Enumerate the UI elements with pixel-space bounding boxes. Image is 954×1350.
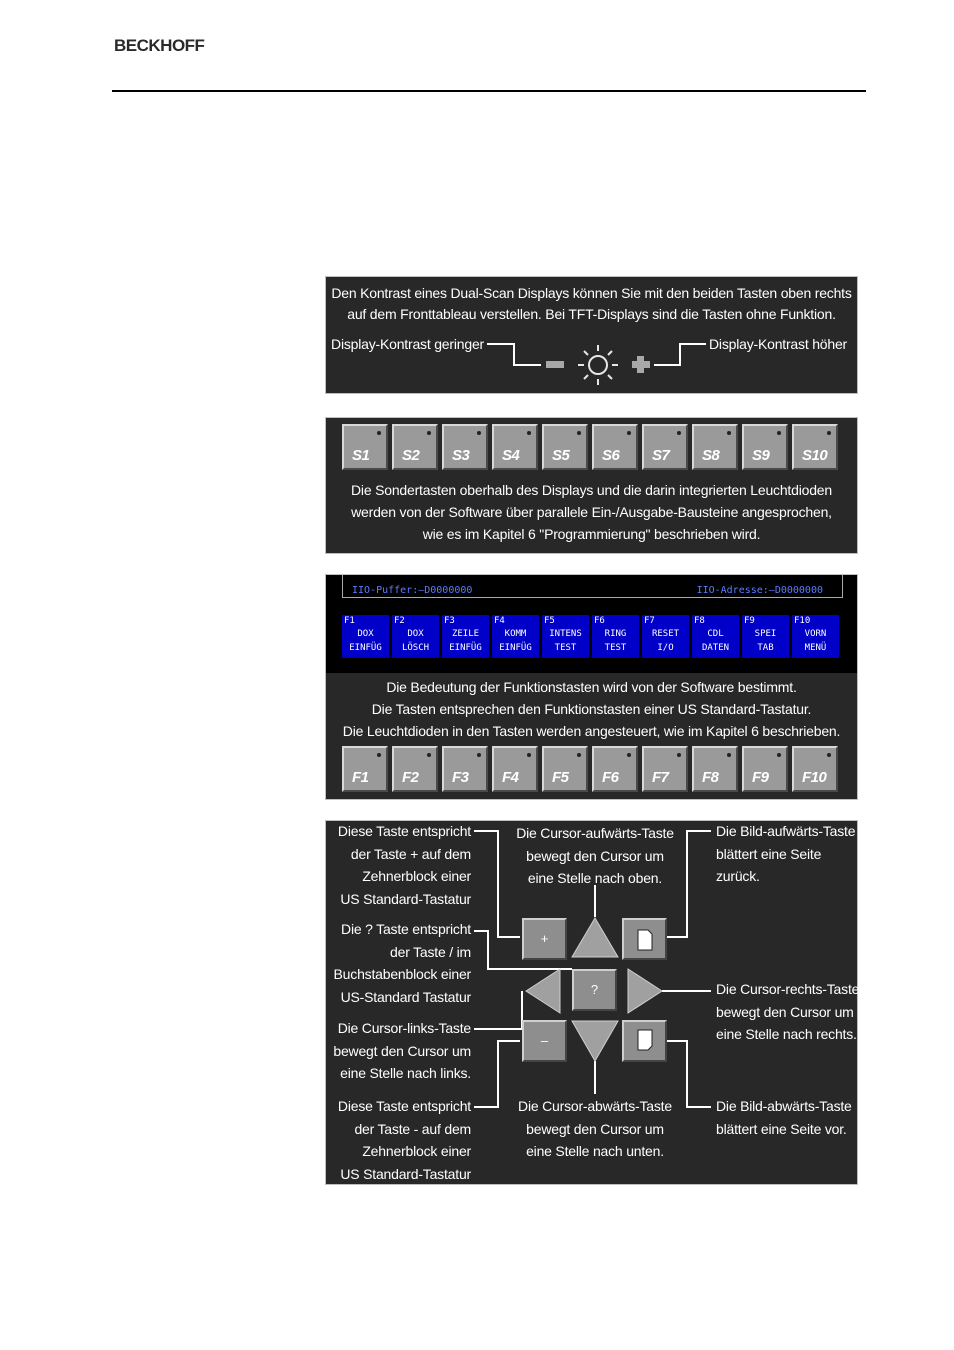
softkey-line1: RING xyxy=(604,629,627,639)
cursor-up-key xyxy=(572,918,618,957)
special-key-s3[interactable] xyxy=(442,424,488,470)
led-indicator xyxy=(477,431,481,435)
page-down-icon xyxy=(624,1022,665,1060)
plus-key[interactable]: + xyxy=(522,918,567,960)
function-key-label: F1 xyxy=(352,769,369,786)
pageup-desc-line: Die Bild-aufwärts-Taste xyxy=(716,823,856,839)
function-key-label: F4 xyxy=(502,769,519,786)
special-key-s8[interactable] xyxy=(692,424,738,470)
page-up-key[interactable] xyxy=(622,918,667,960)
led-indicator xyxy=(577,753,581,757)
pageup-desc-line: blättert eine Seite xyxy=(716,845,822,862)
down-desc-line: bewegt den Cursor um xyxy=(526,1120,664,1137)
softkey-number: F5 xyxy=(544,616,555,626)
up-desc-line: Die Cursor-aufwärts-Taste xyxy=(516,825,674,841)
plus-desc-line: US Standard-Tastatur xyxy=(340,890,471,907)
contrast-diagram xyxy=(326,277,859,395)
special-key-s1[interactable] xyxy=(342,424,388,470)
pagedown-desc-line: Die Bild-abwärts-Taste xyxy=(716,1098,852,1114)
minus-key[interactable]: – xyxy=(522,1020,567,1062)
function-text-line2: Die Tasten entsprechen den Funktionstasten einer US Standard-Tastatur. xyxy=(371,701,812,717)
softkey-bar xyxy=(342,615,839,658)
softkey-number: F6 xyxy=(594,616,605,626)
function-key-f8[interactable] xyxy=(692,746,738,792)
plus-desc-line: Zehnerblock einer xyxy=(362,868,471,884)
softkey-line1: DOX xyxy=(357,629,374,639)
softkey-f6 xyxy=(592,615,639,658)
special-key-label: S3 xyxy=(452,447,470,464)
softkey-f9 xyxy=(742,615,789,658)
special-key-label: S1 xyxy=(352,447,370,464)
contrast-minus-icon xyxy=(546,361,564,368)
softkey-line1: INTENS xyxy=(549,629,582,639)
led-indicator xyxy=(577,431,581,435)
io-address-readout: IIO-Adresse:—D0000000 xyxy=(696,585,823,596)
special-key-label: S2 xyxy=(402,447,420,464)
special-key-s7[interactable] xyxy=(642,424,688,470)
softkey-number: F9 xyxy=(744,616,755,626)
minus-desc-line: US Standard-Tastatur xyxy=(340,1165,471,1182)
function-key-label: F3 xyxy=(452,769,469,786)
softkey-line1: SPEI xyxy=(754,629,777,639)
function-text-line1: Die Bedeutung der Funktionstasten wird von der Software bestimmt. xyxy=(386,679,797,695)
softkey-number: F2 xyxy=(394,616,405,626)
softkey-line2: EINFÜG xyxy=(449,643,482,653)
softkey-f7 xyxy=(642,615,689,658)
led-indicator xyxy=(677,431,681,435)
question-desc-line: Die ? Taste entspricht xyxy=(341,921,471,937)
special-key-s4[interactable] xyxy=(492,424,538,470)
led-indicator xyxy=(427,431,431,435)
function-key-f4[interactable] xyxy=(492,746,538,792)
softkey-line2: MENÜ xyxy=(804,643,827,653)
question-key[interactable]: ? xyxy=(572,969,617,1011)
softkey-f8 xyxy=(692,615,739,658)
cursor-left-key xyxy=(526,969,560,1013)
minus-desc-line: Diese Taste entspricht xyxy=(337,1098,471,1114)
contrast-higher-label: Display-Kontrast höher xyxy=(709,336,847,352)
function-key-label: F9 xyxy=(752,769,769,786)
function-key-label: F10 xyxy=(802,769,827,786)
softkey-f10 xyxy=(792,615,839,658)
pageup-desc-line: zurück. xyxy=(716,868,760,884)
special-text-line3: wie es im Kapitel 6 "Programmierung" beschrieben wird. xyxy=(422,526,761,542)
cursor-right-key xyxy=(628,969,662,1013)
special-keys-panel xyxy=(325,417,858,554)
softkey-f5 xyxy=(542,615,589,658)
question-desc-line: US-Standard Tastatur xyxy=(340,988,471,1005)
softkey-line2: TEST xyxy=(554,643,577,653)
function-key-f2[interactable] xyxy=(392,746,438,792)
plus-desc-line: Diese Taste entspricht xyxy=(337,823,471,839)
down-desc-line: Die Cursor-abwärts-Taste xyxy=(518,1098,672,1114)
led-indicator xyxy=(727,431,731,435)
function-key-f3[interactable] xyxy=(442,746,488,792)
softkey-number: F4 xyxy=(494,616,505,626)
softkey-f1 xyxy=(342,615,389,658)
function-keys-row xyxy=(342,746,838,792)
function-keys-panel xyxy=(325,574,858,800)
led-indicator xyxy=(777,753,781,757)
softkey-line1: DOX xyxy=(407,629,424,639)
contrast-text-line1: Den Kontrast eines Dual-Scan Displays können Sie mit den beiden Tasten oben rechts xyxy=(331,285,852,301)
right-desc-line: eine Stelle nach rechts. xyxy=(716,1026,857,1042)
special-key-s10[interactable] xyxy=(792,424,838,470)
softkey-line1: KOMM xyxy=(504,629,527,639)
function-key-f5[interactable] xyxy=(542,746,588,792)
special-key-label: S9 xyxy=(752,447,770,464)
question-desc-line: der Taste / im xyxy=(390,943,471,960)
contrast-panel xyxy=(325,276,858,394)
led-indicator xyxy=(627,753,631,757)
contrast-text-line2: auf dem Fronttableau verstellen. Bei TFT-Displays sind die Tasten ohne Funktion. xyxy=(347,306,836,322)
brightness-sun-icon xyxy=(578,345,618,385)
special-key-label: S7 xyxy=(652,447,670,464)
cursor-down-key xyxy=(572,1021,618,1061)
page-down-key[interactable] xyxy=(622,1020,667,1062)
softkey-f2 xyxy=(392,615,439,658)
special-key-s5[interactable] xyxy=(542,424,588,470)
softkey-line2: TAB xyxy=(757,643,774,653)
down-desc-line: eine Stelle nach unten. xyxy=(526,1143,664,1159)
special-text-line2: werden von der Software über parallele Ein-/Ausgabe-Bausteine angesprochen, xyxy=(351,504,832,520)
right-desc-line: Die Cursor-rechts-Taste xyxy=(716,981,860,997)
left-desc-line: eine Stelle nach links. xyxy=(340,1065,471,1081)
function-key-f6[interactable] xyxy=(592,746,638,792)
left-desc-line: Die Cursor-links-Taste xyxy=(337,1020,471,1036)
led-indicator xyxy=(627,431,631,435)
contrast-lower-label: Display-Kontrast geringer xyxy=(331,336,484,352)
softkey-f4 xyxy=(492,615,539,658)
function-key-label: F2 xyxy=(402,769,419,786)
function-key-label: F6 xyxy=(602,769,619,786)
contrast-plus-icon xyxy=(632,356,650,373)
header-rule xyxy=(112,90,866,92)
question-desc-line: Buchstabenblock einer xyxy=(333,966,471,982)
special-key-label: S10 xyxy=(802,447,828,464)
softkey-number: F10 xyxy=(794,616,811,626)
softkey-line1: VORN xyxy=(804,629,827,639)
softkey-line1: RESET xyxy=(651,629,680,639)
special-text-line1: Die Sondertasten oberhalb des Displays und die darin integrierten Leuchtdioden xyxy=(351,482,832,498)
function-key-f9[interactable] xyxy=(742,746,788,792)
right-desc-line: bewegt den Cursor um xyxy=(716,1003,854,1020)
softkey-number: F7 xyxy=(644,616,655,626)
led-indicator xyxy=(477,753,481,757)
led-indicator xyxy=(427,753,431,757)
plus-desc-line: der Taste + auf dem xyxy=(350,845,471,862)
minus-desc-line: der Taste - auf dem xyxy=(354,1120,471,1137)
led-indicator xyxy=(377,753,381,757)
special-key-label: S4 xyxy=(502,447,520,464)
led-indicator xyxy=(827,753,831,757)
function-key-f10[interactable] xyxy=(792,746,838,792)
function-key-label: F7 xyxy=(652,769,669,786)
softkey-f3 xyxy=(442,615,489,658)
softkey-number: F8 xyxy=(694,616,705,626)
special-key-s2[interactable] xyxy=(392,424,438,470)
led-indicator xyxy=(827,431,831,435)
special-key-s9[interactable] xyxy=(742,424,788,470)
softkey-number: F1 xyxy=(344,616,355,626)
pagedown-desc-line: blättert eine Seite vor. xyxy=(716,1120,847,1137)
softkey-line2: EINFÜG xyxy=(499,643,532,653)
special-key-label: S5 xyxy=(552,447,570,464)
minus-desc-line: Zehnerblock einer xyxy=(362,1143,471,1159)
up-desc-line: bewegt den Cursor um xyxy=(526,847,664,864)
softkey-line1: ZEILE xyxy=(451,629,480,639)
left-desc-line: bewegt den Cursor um xyxy=(333,1042,471,1059)
softkey-number: F3 xyxy=(444,616,455,626)
function-text-line3: Die Leuchtdioden in den Tasten werden angesteuert, wie im Kapitel 6 beschrieben. xyxy=(342,723,841,739)
cursor-keys-panel xyxy=(325,820,858,1185)
softkey-line1: CDL xyxy=(707,629,724,639)
led-indicator xyxy=(677,753,681,757)
special-key-label: S6 xyxy=(602,447,620,464)
led-indicator xyxy=(727,753,731,757)
function-key-f1[interactable] xyxy=(342,746,388,792)
special-keys-row xyxy=(342,424,838,470)
io-buffer-readout: IIO-Puffer:—D0000000 xyxy=(352,585,473,596)
special-key-s6[interactable] xyxy=(592,424,638,470)
function-key-f7[interactable] xyxy=(642,746,688,792)
led-indicator xyxy=(527,431,531,435)
softkey-line2: TEST xyxy=(604,643,627,653)
function-key-label: F5 xyxy=(552,769,569,786)
function-key-label: F8 xyxy=(702,769,719,786)
special-key-label: S8 xyxy=(702,447,720,464)
softkey-line2: EINFÜG xyxy=(349,643,382,653)
softkey-line2: DATEN xyxy=(701,643,730,653)
softkey-line2: LÖSCH xyxy=(401,643,430,653)
page-up-icon xyxy=(624,920,665,958)
brand-logo: BECKHOFF xyxy=(114,36,205,55)
led-indicator xyxy=(777,431,781,435)
up-desc-line: eine Stelle nach oben. xyxy=(527,870,663,886)
led-indicator xyxy=(527,753,531,757)
display-screen xyxy=(326,575,857,673)
led-indicator xyxy=(377,431,381,435)
softkey-line2: I/O xyxy=(657,643,674,653)
